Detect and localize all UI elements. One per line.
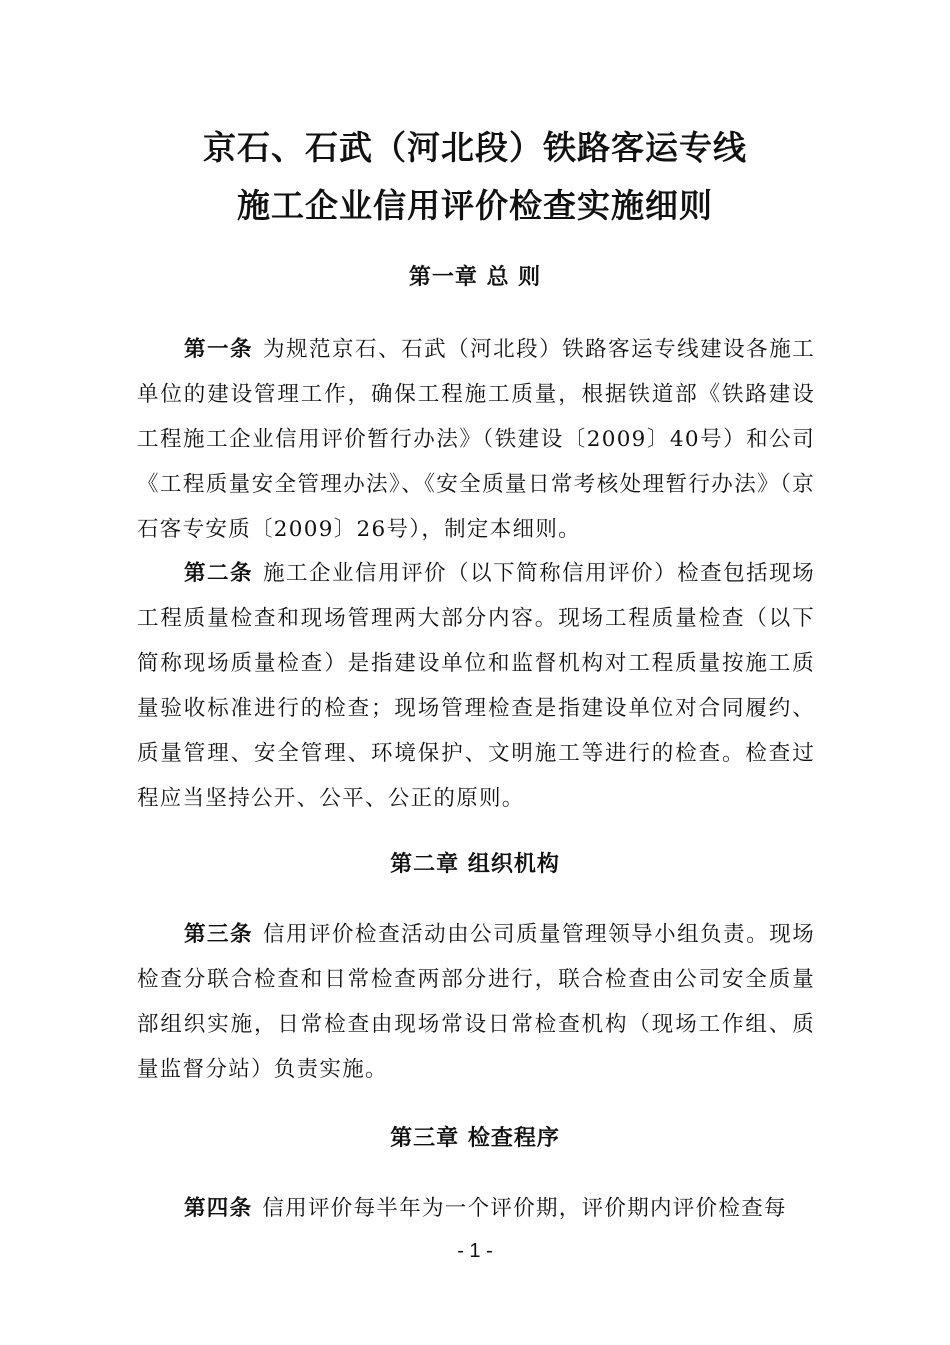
- article-3-label: 第三条: [184, 922, 254, 947]
- article-2-label: 第二条: [184, 561, 254, 586]
- chapter-heading-1: 第一章 总 则: [408, 265, 542, 290]
- document-title-line-1: 京石、石武（河北段）铁路客运专线: [203, 128, 747, 167]
- article-1-text: 为规范京石、石武（河北段）铁路客运专线建设各施工单位的建设管理工作，确保工程施工质量，根据铁道部《铁路建设工程施工企业信用评价暂行办法》（铁建设〔2009〕40号）和公司《工程质量安全管理办法》、《安全质量日常考核处理暂行办法》（京石客专安质〔2009〕26号），制定本细则。: [137, 337, 816, 542]
- chapter-heading-3: 第三章 检查程序: [390, 1126, 560, 1151]
- article-1: [137, 327, 815, 552]
- article-4-text: 信用评价每半年为一个评价期，评价期内评价检查每: [262, 1196, 787, 1221]
- article-4: [137, 1186, 815, 1231]
- article-1-label: 第一条: [184, 337, 254, 362]
- article-3: [137, 912, 815, 1092]
- article-3-text: 信用评价检查活动由公司质量管理领导小组负责。现场检查分联合检查和日常检查两部分进行，联合检查由公司安全质量部组织实施，日常检查由现场常设日常检查机构（现场工作组、质量监督分站）负责实施。: [137, 922, 816, 1082]
- article-2: [137, 551, 815, 821]
- document-title-line-2: 施工企业信用评价检查实施细则: [237, 186, 713, 225]
- chapter-heading-2: 第二章 组织机构: [390, 852, 560, 877]
- article-2-text: 施工企业信用评价（以下简称信用评价）检查包括现场工程质量检查和现场管理两大部分内容。现场工程质量检查（以下简称现场质量检查）是指建设单位和监督机构对工程质量按施工质量验收标准进行的检查；现场管理检查是指建设单位对合同履约、质量管理、安全管理、环境保护、文明施工等进行的检查。检查过程应当坚持公开、公平、公正的原则。: [137, 561, 816, 811]
- page-number: - 1 -: [457, 1240, 493, 1262]
- article-4-label: 第四条: [184, 1196, 253, 1221]
